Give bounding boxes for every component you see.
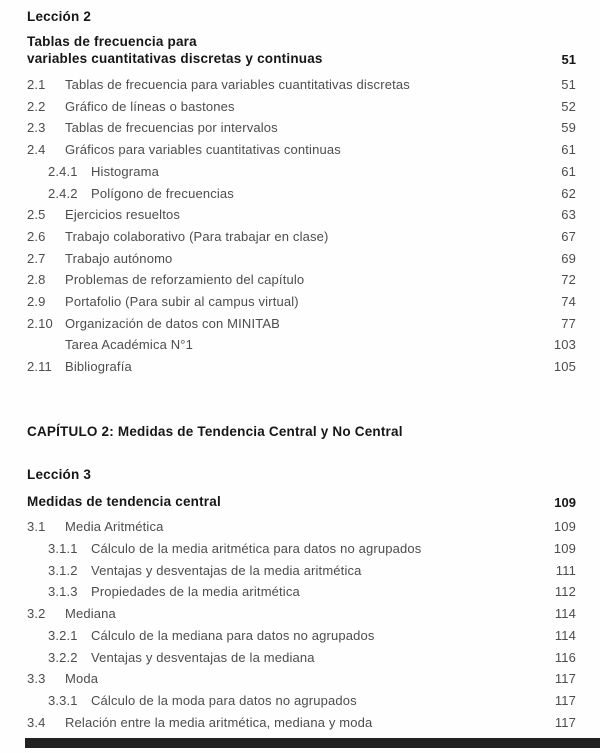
toc-entry-title: Trabajo autónomo [65, 250, 173, 266]
toc-entry-page: 112 [554, 584, 576, 600]
toc-entry-page: 109 [553, 541, 576, 557]
toc-entry-title: Portafolio (Para subir al campus virtual) [65, 294, 299, 310]
toc-entry-page: 103 [553, 337, 576, 353]
toc-entry-page: 69 [561, 250, 576, 266]
toc-entry [27, 204, 576, 226]
toc-entry [27, 161, 576, 183]
toc-entry-title: Cálculo de la mediana para datos no agrupados [91, 627, 375, 643]
toc-entry-title: Ventajas y desventajas de la media aritmética [91, 562, 362, 578]
section-2-title: Medidas de tendencia central [27, 493, 221, 509]
toc-entry-number: 3.2.2 [48, 649, 78, 665]
toc-entry [27, 291, 576, 313]
lesson-3-heading: Lección 3 [27, 466, 92, 482]
section-1-title [27, 34, 323, 67]
toc-entry-number: 3.2 [27, 606, 46, 622]
toc-entry-number: 2.1 [27, 77, 46, 92]
toc-entry-number: 2.4.1 [48, 163, 78, 179]
toc-entry-title: Gráfico de líneas o bastones [65, 98, 235, 114]
toc-entry-title: Organización de datos con MINITAB [65, 315, 280, 331]
toc-entry-page: 63 [561, 207, 576, 223]
toc-entry-page: 51 [561, 77, 576, 92]
section-2-heading [27, 494, 576, 511]
toc-entry [27, 581, 576, 603]
toc-entry-title: Problemas de reforzamiento del capítulo [65, 272, 305, 288]
toc-entry-title: Media Aritmética [65, 519, 164, 535]
toc-entry-number: 2.2 [27, 98, 46, 114]
toc-entry-number: 2.6 [27, 228, 46, 244]
toc-entry-title: Trabajo colaborativo (Para trabajar en clase) [65, 228, 329, 244]
toc-entry-number: 3.1.3 [48, 584, 78, 600]
toc-entry-number: 3.1.2 [48, 562, 78, 578]
toc-entry-number: 2.10 [27, 315, 53, 331]
toc-entry-number: 3.1.1 [48, 541, 78, 557]
chapter-2-heading: CAPÍTULO 2: Medidas de Tendencia Central y No Central [27, 423, 403, 439]
toc-entry [27, 690, 576, 712]
toc-entry-title: Bibliografía [65, 359, 132, 375]
toc-entry-title: Gráficos para variables cuantitativas continuas [65, 142, 341, 158]
toc-entry [27, 603, 576, 625]
toc-entry-page: 105 [553, 359, 576, 375]
toc-entry-number: 2.8 [27, 272, 46, 288]
toc-entry-title: Tablas de frecuencia para variables cuantitativas discretas [65, 77, 410, 92]
toc-entry-page: 114 [554, 606, 576, 622]
toc-entry [27, 560, 576, 582]
toc-entry-page: 111 [555, 562, 576, 578]
toc-entry-number: 2.5 [27, 207, 46, 223]
toc-entry [27, 74, 576, 96]
toc-entry-title: Ejercicios resueltos [65, 207, 180, 223]
toc-entry-page: 109 [553, 519, 576, 535]
toc-entry-page: 117 [554, 692, 576, 708]
toc-entry [27, 269, 576, 291]
toc-entry-number: 3.3 [27, 671, 46, 687]
section-2-page-number: 109 [554, 495, 576, 511]
toc-entry-title: Mediana [65, 606, 116, 622]
toc-entry-page: 117 [554, 671, 576, 687]
toc-entry-page: 61 [561, 163, 576, 179]
toc-entry-title: Tarea Académica N°1 [65, 337, 194, 353]
toc-entry-number: 2.4.2 [48, 185, 78, 201]
toc-entry [27, 226, 576, 248]
toc-entry-number: 3.1 [27, 519, 46, 535]
toc-entry-title: Propiedades de la media aritmética [91, 584, 300, 600]
toc-entry-title: Cálculo de la media aritmética para datos no agrupados [91, 541, 422, 557]
toc-entry [27, 183, 576, 205]
section-1-heading [27, 34, 576, 67]
toc-entry [27, 96, 576, 118]
toc-entry-title: Polígono de frecuencias [91, 185, 234, 201]
toc-entry-number: 2.3 [27, 120, 46, 136]
toc-entry-number: 2.9 [27, 294, 46, 310]
toc-entry-title: Histograma [91, 163, 159, 179]
toc-entry-number: 2.4 [27, 142, 46, 158]
toc-entry-page: 67 [561, 228, 576, 244]
toc-entry-page: 116 [554, 649, 576, 665]
toc-entry-number: 2.7 [27, 250, 46, 266]
toc-entry-title: Moda [65, 671, 99, 687]
toc-entry-page: 59 [561, 120, 576, 136]
toc-entry [27, 334, 576, 356]
toc-entry-page: 61 [561, 142, 576, 158]
toc-entry [27, 356, 576, 378]
toc-entry-title: Tablas de frecuencias por intervalos [65, 120, 278, 136]
toc-entry [27, 625, 576, 647]
toc-entry [27, 712, 576, 734]
toc-entry-title: Cálculo de la moda para datos no agrupados [91, 692, 357, 708]
toc-entry-number: 2.11 [27, 359, 52, 375]
toc-entry-page: 77 [561, 315, 576, 331]
section-1-title-line2: variables cuantitativas discretas y continuas [27, 50, 323, 66]
toc-entry [27, 647, 576, 669]
toc-list-lesson-3 [27, 516, 576, 733]
toc-entry-number: 3.3.1 [48, 692, 78, 708]
toc-entry [27, 668, 576, 690]
toc-list-lesson-2 [27, 74, 576, 378]
toc-entry [27, 313, 576, 335]
toc-entry-number: 3.4 [27, 714, 46, 730]
toc-entry-page: 74 [561, 294, 576, 310]
toc-entry-number: 3.2.1 [48, 627, 78, 643]
toc-entry-title: Relación entre la media aritmética, mediana y moda [65, 714, 373, 730]
toc-entry [27, 139, 576, 161]
toc-entry-page: 72 [561, 272, 576, 288]
toc-entry [27, 516, 576, 538]
toc-entry-page: 62 [561, 185, 576, 201]
lesson-2-heading: Lección 2 [27, 9, 92, 24]
section-1-page-number: 51 [561, 52, 576, 67]
toc-entry [27, 248, 576, 270]
toc-entry-page: 114 [554, 627, 576, 643]
toc-entry-page: 117 [554, 714, 576, 730]
toc-entry [27, 117, 576, 139]
toc-entry-page: 52 [561, 98, 576, 114]
section-1-title-line1: Tablas de frecuencia para [27, 34, 197, 49]
footer-bar [25, 738, 600, 748]
toc-entry-title: Ventajas y desventajas de la mediana [91, 649, 315, 665]
toc-entry [27, 538, 576, 560]
